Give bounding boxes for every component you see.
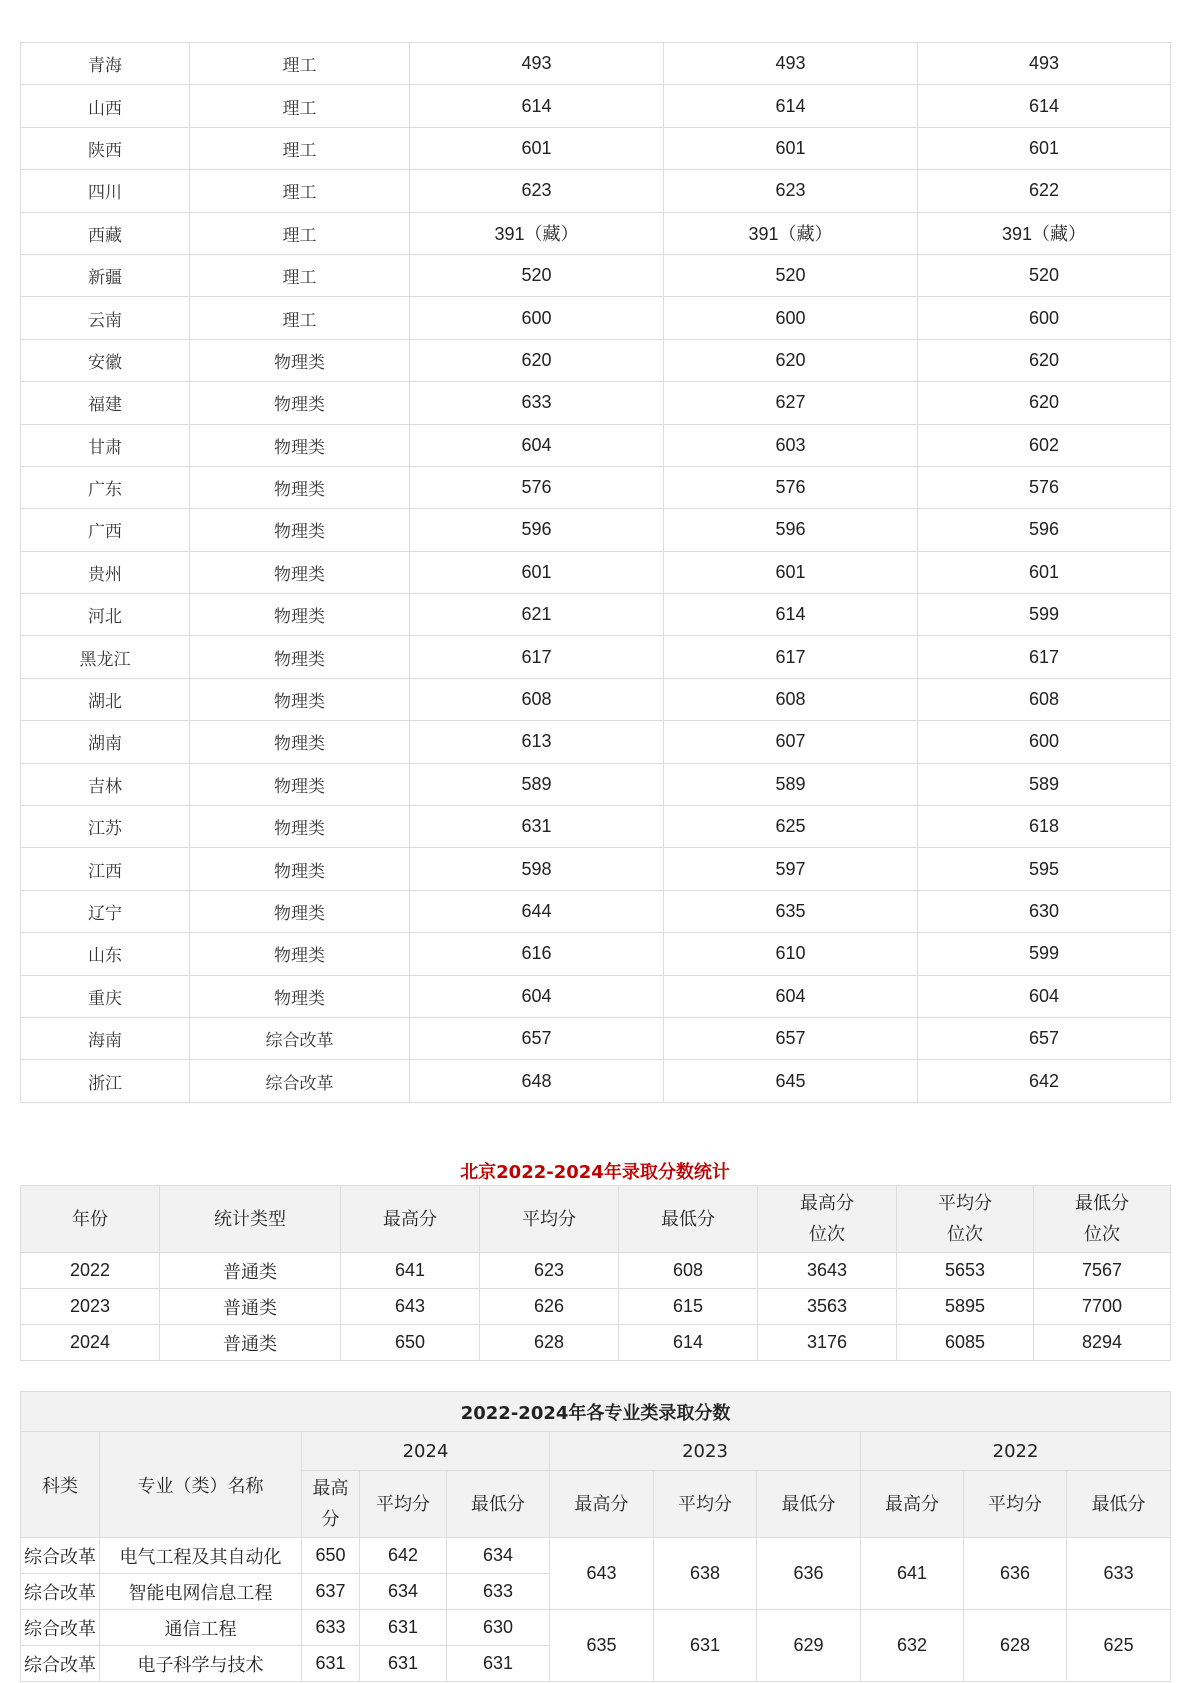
- major-name-cell: 智能电网信息工程: [100, 1574, 302, 1610]
- header-year-2022: 2022: [861, 1432, 1171, 1471]
- province-cell: 陕西: [21, 127, 190, 169]
- header-max-2024: 最高分: [302, 1471, 360, 1538]
- score-cell: 610: [664, 933, 918, 975]
- score-cell: 634: [360, 1574, 447, 1610]
- category-cell: 理工: [190, 127, 410, 169]
- score-cell: 621: [410, 594, 664, 636]
- score-cell: 620: [410, 339, 664, 381]
- category-cell: 理工: [190, 254, 410, 296]
- year-cell: 2022: [21, 1253, 160, 1289]
- major-name-cell: 电子科学与技术: [100, 1646, 302, 1682]
- category-cell: 物理类: [190, 763, 410, 805]
- score-cell: 576: [918, 466, 1171, 508]
- province-cell: 青海: [21, 43, 190, 85]
- score-cell: 608: [918, 678, 1171, 720]
- table-row: [21, 43, 1171, 85]
- header-max-2022: 最高分: [861, 1471, 964, 1538]
- province-cell: 辽宁: [21, 890, 190, 932]
- score-cell: 620: [918, 382, 1171, 424]
- header-avg-2024: 平均分: [360, 1471, 447, 1538]
- header-avg-2023: 平均分: [654, 1471, 757, 1538]
- score-cell: 493: [918, 43, 1171, 85]
- province-cell: 黑龙江: [21, 636, 190, 678]
- province-cell: 山西: [21, 85, 190, 127]
- table-row: [21, 1017, 1171, 1059]
- score-cell: 589: [410, 763, 664, 805]
- category-cell: 物理类: [190, 890, 410, 932]
- score-cell: 520: [410, 254, 664, 296]
- score-cell: 625: [664, 806, 918, 848]
- province-cell: 湖北: [21, 678, 190, 720]
- score-cell: 601: [664, 551, 918, 593]
- table-row: [21, 170, 1171, 212]
- score-cell: 614: [410, 85, 664, 127]
- category-cell: 物理类: [190, 466, 410, 508]
- table-row: [21, 509, 1171, 551]
- group-score-cell: 641: [861, 1538, 964, 1610]
- header-year-2024: 2024: [302, 1432, 550, 1471]
- score-cell: 589: [918, 763, 1171, 805]
- category-cell: 物理类: [190, 636, 410, 678]
- category-cell: 物理类: [190, 848, 410, 890]
- province-cell: 云南: [21, 297, 190, 339]
- province-cell: 重庆: [21, 975, 190, 1017]
- table-row: [21, 424, 1171, 466]
- group-score-cell: 636: [964, 1538, 1067, 1610]
- beijing-header-row: [21, 1186, 1171, 1253]
- min-cell: 614: [619, 1325, 758, 1361]
- table-row: [21, 85, 1171, 127]
- score-cell: 493: [410, 43, 664, 85]
- category-cell: 综合改革: [21, 1610, 100, 1646]
- score-cell: 620: [664, 339, 918, 381]
- header-stat-type: 统计类型: [160, 1186, 341, 1253]
- category-cell: 理工: [190, 85, 410, 127]
- score-cell: 608: [410, 678, 664, 720]
- score-cell: 601: [664, 127, 918, 169]
- score-cell: 520: [664, 254, 918, 296]
- score-cell: 617: [918, 636, 1171, 678]
- group-score-cell: 625: [1067, 1610, 1171, 1682]
- score-cell: 631: [447, 1646, 550, 1682]
- group-score-cell: 635: [550, 1610, 654, 1682]
- majors-title-row: [21, 1392, 1171, 1432]
- header-category: 科类: [21, 1432, 100, 1538]
- score-cell: 642: [918, 1060, 1171, 1102]
- category-cell: 物理类: [190, 594, 410, 636]
- province-cell: 山东: [21, 933, 190, 975]
- max-cell: 641: [341, 1253, 480, 1289]
- table-row: [21, 1253, 1171, 1289]
- score-cell: 617: [664, 636, 918, 678]
- category-cell: 综合改革: [190, 1060, 410, 1102]
- score-cell: 600: [918, 297, 1171, 339]
- table-row: [21, 551, 1171, 593]
- category-cell: 理工: [190, 212, 410, 254]
- score-cell: 614: [664, 85, 918, 127]
- score-cell: 520: [918, 254, 1171, 296]
- province-cell: 海南: [21, 1017, 190, 1059]
- table-row: [21, 763, 1171, 805]
- score-cell: 613: [410, 721, 664, 763]
- min-cell: 608: [619, 1253, 758, 1289]
- score-cell: 631: [410, 806, 664, 848]
- max-rank-cell: 3176: [758, 1325, 897, 1361]
- score-cell: 607: [664, 721, 918, 763]
- table-row: [21, 1325, 1171, 1361]
- beijing-scores-table: [20, 1185, 1171, 1361]
- province-cell: 吉林: [21, 763, 190, 805]
- province-cell: 江苏: [21, 806, 190, 848]
- category-cell: 理工: [190, 170, 410, 212]
- avg-rank-cell: 6085: [897, 1325, 1034, 1361]
- province-cell: 福建: [21, 382, 190, 424]
- group-score-cell: 628: [964, 1610, 1067, 1682]
- province-cell: 四川: [21, 170, 190, 212]
- group-score-cell: 631: [654, 1610, 757, 1682]
- score-cell: 391（藏）: [410, 212, 664, 254]
- max-rank-cell: 3643: [758, 1253, 897, 1289]
- header-max-2023: 最高分: [550, 1471, 654, 1538]
- table-row: [21, 466, 1171, 508]
- majors-scores-table: [20, 1391, 1171, 1682]
- table-row: [21, 678, 1171, 720]
- score-cell: 617: [410, 636, 664, 678]
- score-cell: 596: [410, 509, 664, 551]
- province-scores-table: [20, 42, 1171, 1103]
- score-cell: 596: [664, 509, 918, 551]
- category-cell: 物理类: [190, 509, 410, 551]
- category-cell: 综合改革: [21, 1646, 100, 1682]
- min-rank-cell: 8294: [1034, 1325, 1171, 1361]
- table-row: [21, 297, 1171, 339]
- group-score-cell: 632: [861, 1610, 964, 1682]
- table-row: [21, 1538, 1171, 1574]
- min-cell: 615: [619, 1289, 758, 1325]
- score-cell: 635: [664, 890, 918, 932]
- table-row: [21, 339, 1171, 381]
- max-cell: 650: [341, 1325, 480, 1361]
- score-cell: 631: [302, 1646, 360, 1682]
- score-cell: 657: [918, 1017, 1171, 1059]
- major-name-cell: 电气工程及其自动化: [100, 1538, 302, 1574]
- score-cell: 650: [302, 1538, 360, 1574]
- score-cell: 657: [664, 1017, 918, 1059]
- table-row: [21, 254, 1171, 296]
- table-row: [21, 212, 1171, 254]
- province-cell: 贵州: [21, 551, 190, 593]
- avg-cell: 623: [480, 1253, 619, 1289]
- table-row: [21, 806, 1171, 848]
- beijing-table-title: 北京2022-2024年录取分数统计: [460, 1162, 730, 1183]
- score-cell: 576: [664, 466, 918, 508]
- category-cell: 综合改革: [21, 1574, 100, 1610]
- score-cell: 645: [664, 1060, 918, 1102]
- stat-type-cell: 普通类: [160, 1325, 341, 1361]
- score-cell: 622: [918, 170, 1171, 212]
- max-cell: 643: [341, 1289, 480, 1325]
- header-min-2023: 最低分: [757, 1471, 861, 1538]
- score-cell: 604: [410, 424, 664, 466]
- majors-header-row-1: [21, 1432, 1171, 1471]
- table-row: [21, 382, 1171, 424]
- year-cell: 2024: [21, 1325, 160, 1361]
- group-score-cell: 636: [757, 1538, 861, 1610]
- header-year: 年份: [21, 1186, 160, 1253]
- header-min-2022: 最低分: [1067, 1471, 1171, 1538]
- year-cell: 2023: [21, 1289, 160, 1325]
- score-cell: 623: [410, 170, 664, 212]
- table-row: [21, 1289, 1171, 1325]
- score-cell: 620: [918, 339, 1171, 381]
- score-cell: 598: [410, 848, 664, 890]
- score-cell: 602: [918, 424, 1171, 466]
- category-cell: 理工: [190, 43, 410, 85]
- avg-rank-cell: 5895: [897, 1289, 1034, 1325]
- score-cell: 608: [664, 678, 918, 720]
- header-max: 最高分: [341, 1186, 480, 1253]
- score-cell: 614: [664, 594, 918, 636]
- avg-cell: 628: [480, 1325, 619, 1361]
- score-cell: 493: [664, 43, 918, 85]
- table-row: [21, 890, 1171, 932]
- score-cell: 634: [447, 1538, 550, 1574]
- category-cell: 物理类: [190, 339, 410, 381]
- score-cell: 644: [410, 890, 664, 932]
- category-cell: 物理类: [190, 721, 410, 763]
- score-cell: 630: [447, 1610, 550, 1646]
- min-rank-cell: 7700: [1034, 1289, 1171, 1325]
- table-row: [21, 975, 1171, 1017]
- score-cell: 631: [360, 1610, 447, 1646]
- score-cell: 391（藏）: [664, 212, 918, 254]
- score-cell: 627: [664, 382, 918, 424]
- province-cell: 安徽: [21, 339, 190, 381]
- score-cell: 604: [918, 975, 1171, 1017]
- group-score-cell: 643: [550, 1538, 654, 1610]
- score-cell: 599: [918, 594, 1171, 636]
- header-max-rank: 最高分位次: [758, 1186, 897, 1253]
- table-row: [21, 1610, 1171, 1646]
- max-rank-cell: 3563: [758, 1289, 897, 1325]
- province-cell: 西藏: [21, 212, 190, 254]
- header-major-name: 专业（类）名称: [100, 1432, 302, 1538]
- score-cell: 657: [410, 1017, 664, 1059]
- score-cell: 616: [410, 933, 664, 975]
- score-cell: 604: [664, 975, 918, 1017]
- stat-type-cell: 普通类: [160, 1253, 341, 1289]
- score-cell: 599: [918, 933, 1171, 975]
- min-rank-cell: 7567: [1034, 1253, 1171, 1289]
- score-cell: 614: [918, 85, 1171, 127]
- province-cell: 广东: [21, 466, 190, 508]
- province-cell: 甘肃: [21, 424, 190, 466]
- category-cell: 综合改革: [21, 1538, 100, 1574]
- header-avg-rank: 平均分位次: [897, 1186, 1034, 1253]
- score-cell: 601: [410, 551, 664, 593]
- table-row: [21, 848, 1171, 890]
- major-name-cell: 通信工程: [100, 1610, 302, 1646]
- category-cell: 物理类: [190, 551, 410, 593]
- category-cell: 物理类: [190, 975, 410, 1017]
- score-cell: 604: [410, 975, 664, 1017]
- header-avg-2022: 平均分: [964, 1471, 1067, 1538]
- province-cell: 浙江: [21, 1060, 190, 1102]
- group-score-cell: 629: [757, 1610, 861, 1682]
- score-cell: 601: [918, 551, 1171, 593]
- score-cell: 597: [664, 848, 918, 890]
- score-cell: 603: [664, 424, 918, 466]
- score-cell: 631: [360, 1646, 447, 1682]
- table-row: [21, 636, 1171, 678]
- header-year-2023: 2023: [550, 1432, 861, 1471]
- score-cell: 633: [302, 1610, 360, 1646]
- score-cell: 648: [410, 1060, 664, 1102]
- province-cell: 湖南: [21, 721, 190, 763]
- score-cell: 596: [918, 509, 1171, 551]
- category-cell: 物理类: [190, 678, 410, 720]
- avg-cell: 626: [480, 1289, 619, 1325]
- score-cell: 637: [302, 1574, 360, 1610]
- header-min-rank: 最低分位次: [1034, 1186, 1171, 1253]
- category-cell: 物理类: [190, 933, 410, 975]
- header-avg: 平均分: [480, 1186, 619, 1253]
- province-cell: 新疆: [21, 254, 190, 296]
- score-cell: 601: [918, 127, 1171, 169]
- score-cell: 633: [410, 382, 664, 424]
- category-cell: 物理类: [190, 424, 410, 466]
- score-cell: 589: [664, 763, 918, 805]
- score-cell: 633: [447, 1574, 550, 1610]
- table-row: [21, 127, 1171, 169]
- province-cell: 河北: [21, 594, 190, 636]
- score-cell: 595: [918, 848, 1171, 890]
- score-cell: 600: [664, 297, 918, 339]
- score-cell: 630: [918, 890, 1171, 932]
- score-cell: 600: [410, 297, 664, 339]
- score-cell: 576: [410, 466, 664, 508]
- group-score-cell: 633: [1067, 1538, 1171, 1610]
- score-cell: 618: [918, 806, 1171, 848]
- table-row: [21, 1060, 1171, 1102]
- category-cell: 综合改革: [190, 1017, 410, 1059]
- province-cell: 广西: [21, 509, 190, 551]
- header-min: 最低分: [619, 1186, 758, 1253]
- province-cell: 江西: [21, 848, 190, 890]
- score-cell: 623: [664, 170, 918, 212]
- category-cell: 理工: [190, 297, 410, 339]
- group-score-cell: 638: [654, 1538, 757, 1610]
- header-min-2024: 最低分: [447, 1471, 550, 1538]
- score-cell: 391（藏）: [918, 212, 1171, 254]
- category-cell: 物理类: [190, 382, 410, 424]
- table-row: [21, 721, 1171, 763]
- score-cell: 600: [918, 721, 1171, 763]
- table-row: [21, 933, 1171, 975]
- table-row: [21, 594, 1171, 636]
- category-cell: 物理类: [190, 806, 410, 848]
- stat-type-cell: 普通类: [160, 1289, 341, 1325]
- score-cell: 601: [410, 127, 664, 169]
- majors-table-title: 2022-2024年各专业类录取分数: [21, 1392, 1171, 1432]
- avg-rank-cell: 5653: [897, 1253, 1034, 1289]
- score-cell: 642: [360, 1538, 447, 1574]
